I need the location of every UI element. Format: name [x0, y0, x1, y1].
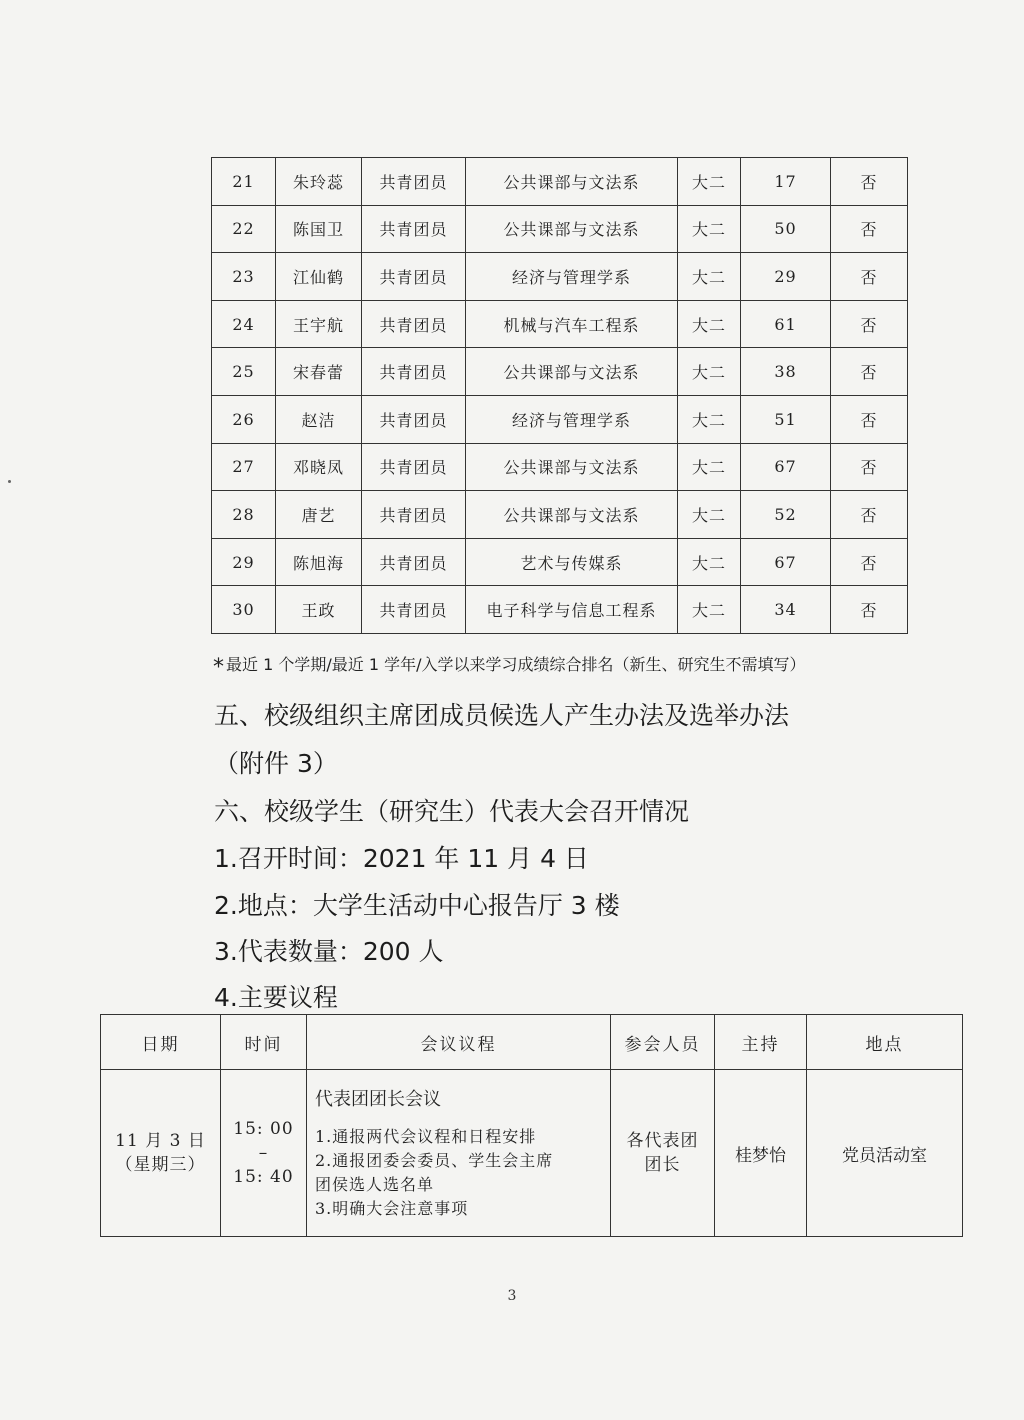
table-row [212, 443, 908, 491]
cand-name: 陈国卫 [276, 205, 362, 253]
cand-grade: 大二 [678, 443, 741, 491]
agenda-time-sep: – [258, 1143, 269, 1163]
cand-number: 23 [212, 253, 276, 301]
agenda-item-2: 2.通报团委会委员、学生会主席 [315, 1151, 554, 1170]
cand-grade: 大二 [678, 586, 741, 634]
agenda-content-cell [307, 1070, 611, 1237]
cand-department: 公共课部与文法系 [466, 443, 678, 491]
agenda-attendees-line1: 各代表团 [626, 1131, 699, 1151]
cand-grade: 大二 [678, 348, 741, 396]
cand-department: 经济与管理学系 [466, 253, 678, 301]
cand-number: 28 [212, 491, 276, 539]
agenda-time-end: 15: 40 [233, 1167, 294, 1187]
table-row [212, 158, 908, 206]
agenda-header-row [101, 1015, 963, 1070]
cand-number: 29 [212, 538, 276, 586]
agenda-row [101, 1070, 963, 1237]
cand-rank: 29 [741, 253, 831, 301]
cand-flag: 否 [831, 586, 908, 634]
table-row [212, 348, 908, 396]
cand-grade: 大二 [678, 300, 741, 348]
cand-flag: 否 [831, 491, 908, 539]
cand-grade: 大二 [678, 491, 741, 539]
cand-political-status: 共青团员 [362, 538, 466, 586]
cand-rank: 52 [741, 491, 831, 539]
cand-number: 22 [212, 205, 276, 253]
cand-flag: 否 [831, 395, 908, 443]
footnote-star: * [213, 655, 224, 680]
cand-name: 江仙鹤 [276, 253, 362, 301]
cand-political-status: 共青团员 [362, 158, 466, 206]
agenda-time-start: 15: 00 [233, 1119, 294, 1139]
agenda-venue: 党员活动室 [807, 1070, 963, 1237]
agenda-header-agenda: 会议议程 [307, 1015, 611, 1070]
agenda-header-date: 日期 [101, 1015, 221, 1070]
cand-grade: 大二 [678, 158, 741, 206]
cand-political-status: 共青团员 [362, 443, 466, 491]
agenda-item-2-cont: 团侯选人选名单 [315, 1175, 435, 1194]
agenda-item-1: 1.通报两代会议程和日程安排 [315, 1127, 537, 1146]
agenda-attendees-line2: 团长 [644, 1155, 681, 1175]
cand-name: 朱玲蕊 [276, 158, 362, 206]
candidate-table [211, 157, 908, 634]
agenda-host: 桂梦怡 [715, 1070, 807, 1237]
cand-rank: 38 [741, 348, 831, 396]
cand-political-status: 共青团员 [362, 348, 466, 396]
cand-name: 赵洁 [276, 395, 362, 443]
cand-number: 30 [212, 586, 276, 634]
cand-name: 陈旭海 [276, 538, 362, 586]
agenda-attendees-cell [611, 1070, 715, 1237]
cand-name: 王宇航 [276, 300, 362, 348]
cand-department: 艺术与传媒系 [466, 538, 678, 586]
agenda-item-title: 代表团团长会议 [315, 1089, 441, 1110]
cand-name: 王政 [276, 586, 362, 634]
cand-grade: 大二 [678, 253, 741, 301]
meeting-location: 2.地点：大学生活动中心报告厅 3 楼 [214, 891, 620, 920]
section5-title: 五、校级组织主席团成员候选人产生办法及选举办法 [214, 701, 790, 730]
table-row [212, 300, 908, 348]
table-row [212, 395, 908, 443]
cand-rank: 61 [741, 300, 831, 348]
cand-political-status: 共青团员 [362, 586, 466, 634]
meeting-time: 1.召开时间：2021 年 11 月 4 日 [214, 844, 589, 873]
cand-grade: 大二 [678, 395, 741, 443]
cand-flag: 否 [831, 300, 908, 348]
cand-flag: 否 [831, 538, 908, 586]
cand-rank: 17 [741, 158, 831, 206]
agenda-date-cell [101, 1070, 221, 1237]
table-row [212, 491, 908, 539]
cand-number: 24 [212, 300, 276, 348]
cand-flag: 否 [831, 205, 908, 253]
cand-political-status: 共青团员 [362, 253, 466, 301]
cand-name: 唐艺 [276, 491, 362, 539]
table-row [212, 538, 908, 586]
cand-name: 邓晓凤 [276, 443, 362, 491]
section6-title: 六、校级学生（研究生）代表大会召开情况 [214, 797, 690, 826]
agenda-heading: 4.主要议程 [214, 983, 338, 1012]
cand-political-status: 共青团员 [362, 395, 466, 443]
cand-flag: 否 [831, 443, 908, 491]
cand-political-status: 共青团员 [362, 300, 466, 348]
cand-grade: 大二 [678, 205, 741, 253]
agenda-time-cell [221, 1070, 307, 1237]
delegate-count: 3.代表数量：200 人 [214, 937, 444, 966]
scan-speck [8, 480, 11, 483]
agenda-weekday: （星期三） [115, 1155, 206, 1175]
table-row [212, 253, 908, 301]
cand-department: 经济与管理学系 [466, 395, 678, 443]
agenda-header-host: 主持 [715, 1015, 807, 1070]
cand-rank: 34 [741, 586, 831, 634]
cand-political-status: 共青团员 [362, 205, 466, 253]
cand-number: 21 [212, 158, 276, 206]
cand-rank: 51 [741, 395, 831, 443]
footnote-text: 最近 1 个学期/最近 1 学年/入学以来学习成绩综合排名（新生、研究生不需填写） [226, 655, 806, 674]
agenda-header-attendees: 参会人员 [611, 1015, 715, 1070]
cand-number: 26 [212, 395, 276, 443]
cand-grade: 大二 [678, 538, 741, 586]
cand-political-status: 共青团员 [362, 491, 466, 539]
cand-rank: 50 [741, 205, 831, 253]
cand-number: 25 [212, 348, 276, 396]
cand-rank: 67 [741, 538, 831, 586]
cand-department: 公共课部与文法系 [466, 491, 678, 539]
cand-flag: 否 [831, 348, 908, 396]
cand-department: 公共课部与文法系 [466, 158, 678, 206]
cand-name: 宋春蕾 [276, 348, 362, 396]
cand-rank: 67 [741, 443, 831, 491]
cand-department: 机械与汽车工程系 [466, 300, 678, 348]
agenda-date: 11 月 3 日 [115, 1131, 206, 1151]
cand-flag: 否 [831, 158, 908, 206]
section5-title-cont: （附件 3） [214, 749, 338, 778]
cand-department: 公共课部与文法系 [466, 205, 678, 253]
table-row [212, 586, 908, 634]
agenda-item-3: 3.明确大会注意事项 [315, 1199, 469, 1218]
table-row [212, 205, 908, 253]
cand-number: 27 [212, 443, 276, 491]
agenda-header-time: 时间 [221, 1015, 307, 1070]
cand-department: 电子科学与信息工程系 [466, 586, 678, 634]
cand-flag: 否 [831, 253, 908, 301]
agenda-header-venue: 地点 [807, 1015, 963, 1070]
cand-department: 公共课部与文法系 [466, 348, 678, 396]
page-number: 3 [507, 1288, 517, 1304]
footnote [213, 652, 933, 680]
agenda-table [100, 1014, 963, 1237]
